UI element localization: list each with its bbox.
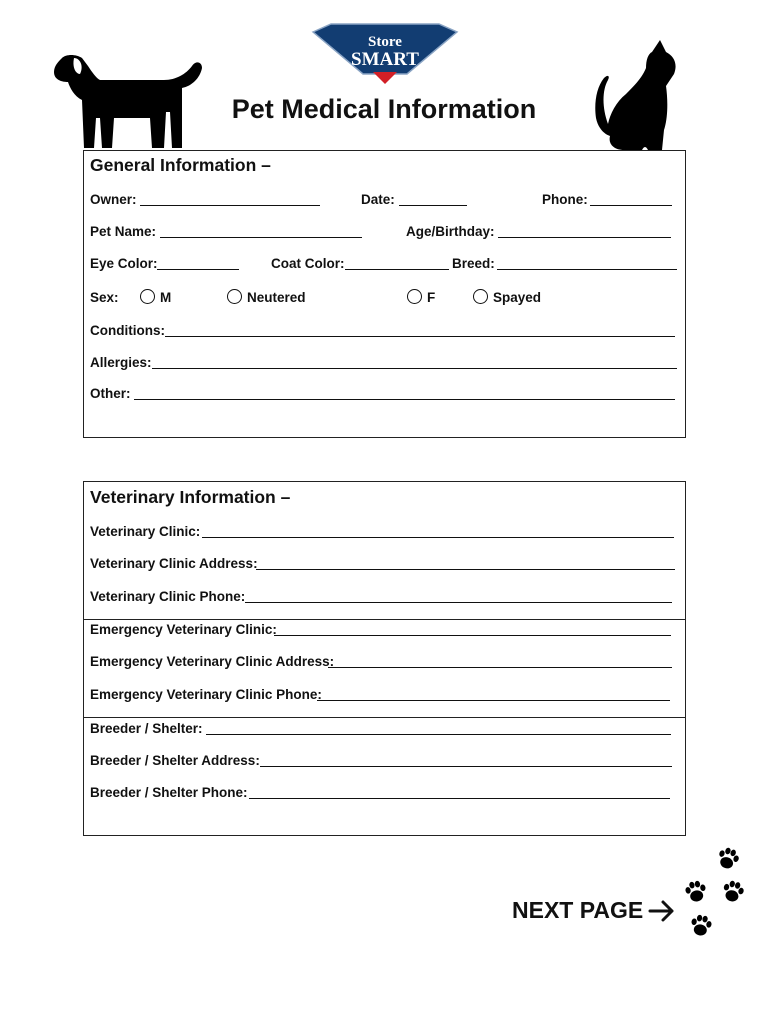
breeder-phone-field[interactable] (249, 798, 670, 799)
er-clinic-phone-label: Emergency Veterinary Clinic Phone: (90, 687, 322, 702)
general-heading: General Information – (90, 155, 271, 175)
vet-heading: Veterinary Information – (90, 487, 291, 507)
other-field[interactable] (134, 399, 675, 400)
vet-clinic-field[interactable] (202, 537, 674, 538)
paw-print-icon (684, 880, 707, 903)
er-clinic-phone-field[interactable] (317, 700, 670, 701)
coat-color-label: Coat Color: (271, 256, 345, 271)
sex-label: Sex: (90, 290, 119, 305)
age-birthday-field[interactable] (498, 237, 671, 238)
next-page-link[interactable]: NEXT PAGE (512, 897, 644, 923)
neutered-radio[interactable] (227, 289, 242, 304)
breed-field[interactable] (497, 269, 677, 270)
paw-print-icon (689, 914, 712, 937)
sex-m-radio[interactable] (140, 289, 155, 304)
er-clinic-address-field[interactable] (328, 667, 672, 668)
paw-prints (676, 840, 756, 944)
breeder-field[interactable] (206, 734, 671, 735)
pet-name-field[interactable] (160, 237, 362, 238)
vet-clinic-label: Veterinary Clinic: (90, 524, 201, 539)
er-clinic-address-label: Emergency Veterinary Clinic Address: (90, 654, 335, 669)
sex-f-radio[interactable] (407, 289, 422, 304)
conditions-field[interactable] (165, 336, 675, 337)
section-divider (83, 619, 686, 620)
store-smart-logo (311, 22, 459, 88)
breeder-label: Breeder / Shelter: (90, 721, 203, 736)
vet-clinic-phone-field[interactable] (245, 602, 672, 603)
paw-print-icon (715, 845, 741, 871)
sex-m-label: M (160, 290, 172, 305)
paw-print-icon (721, 879, 746, 904)
neutered-label: Neutered (247, 290, 306, 305)
date-label: Date: (361, 192, 395, 207)
eye-color-field[interactable] (157, 269, 239, 270)
logo-line1: Store (368, 34, 402, 50)
eye-color-label: Eye Color: (90, 256, 158, 271)
er-clinic-field[interactable] (274, 635, 671, 636)
date-field[interactable] (399, 205, 467, 206)
pet-name-label: Pet Name: (90, 224, 157, 239)
coat-color-field[interactable] (345, 269, 449, 270)
arrow-right-icon[interactable] (648, 898, 676, 929)
vet-clinic-phone-label: Veterinary Clinic Phone: (90, 589, 246, 604)
breeder-phone-label: Breeder / Shelter Phone: (90, 785, 248, 800)
phone-field[interactable] (590, 205, 672, 206)
breed-label: Breed: (452, 256, 495, 271)
breeder-address-field[interactable] (260, 766, 672, 767)
logo-line2: SMART (351, 49, 419, 70)
spayed-radio[interactable] (473, 289, 488, 304)
age-birthday-label: Age/Birthday: (406, 224, 495, 239)
page-title: Pet Medical Information (231, 94, 537, 124)
owner-label: Owner: (90, 192, 137, 207)
other-label: Other: (90, 386, 131, 401)
phone-label: Phone: (542, 192, 588, 207)
sex-f-label: F (427, 290, 436, 305)
er-clinic-label: Emergency Veterinary Clinic: (90, 622, 277, 637)
vet-clinic-address-label: Veterinary Clinic Address: (90, 556, 258, 571)
allergies-label: Allergies: (90, 355, 152, 370)
breeder-address-label: Breeder / Shelter Address: (90, 753, 260, 768)
conditions-label: Conditions: (90, 323, 165, 338)
vet-clinic-address-field[interactable] (256, 569, 675, 570)
owner-field[interactable] (140, 205, 320, 206)
section-divider (83, 717, 686, 718)
spayed-label: Spayed (493, 290, 542, 305)
allergies-field[interactable] (152, 368, 677, 369)
